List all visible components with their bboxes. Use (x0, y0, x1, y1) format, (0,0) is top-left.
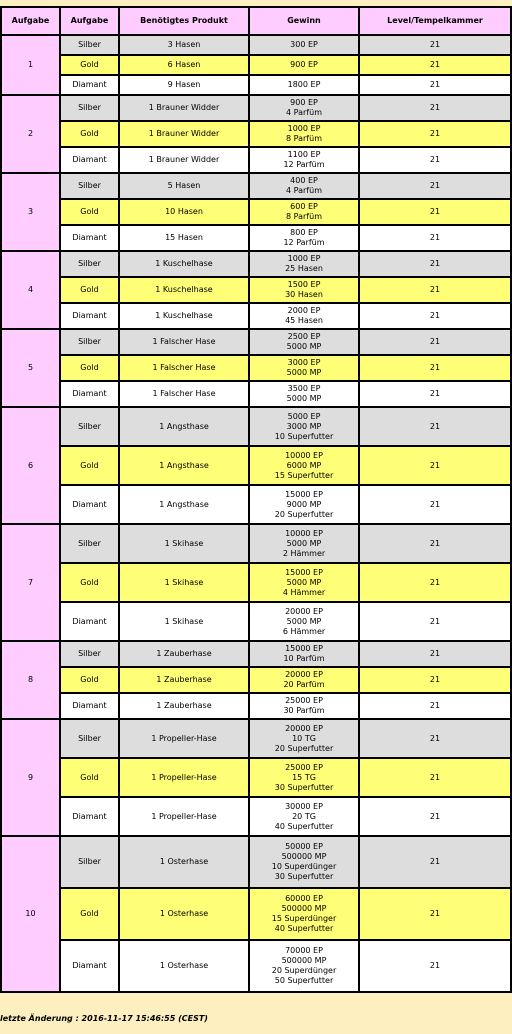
table-row (1, 381, 511, 407)
reward-line: 20000 EP (285, 606, 323, 616)
reward-cell (249, 225, 359, 251)
level-cell: 21 (359, 147, 511, 173)
level-cell: 21 (359, 199, 511, 225)
reward-line: 2500 EP (287, 332, 321, 341)
product-cell: 1 Propeller-Hase (119, 719, 249, 758)
reward-cell (249, 329, 359, 355)
table-row (1, 693, 511, 719)
tier-cell: Gold (60, 355, 119, 381)
product-cell: 3 Hasen (119, 35, 249, 55)
reward-line: 5000 MP (286, 342, 322, 351)
reward-cell (249, 667, 359, 693)
table-row (1, 836, 511, 888)
reward-line: 45 Hasen (285, 316, 323, 325)
reward-line: 2000 EP (287, 306, 321, 315)
reward-line: 20000 EP (285, 723, 323, 733)
product-cell: 1 Angsthase (119, 407, 249, 446)
tier-cell: Diamant (60, 225, 119, 251)
tier-cell: Silber (60, 251, 119, 277)
level-cell: 21 (359, 355, 511, 381)
product-cell: 1 Zauberhase (119, 693, 249, 719)
reward-line: 30 Hasen (285, 290, 323, 299)
reward-line: 5000 MP (286, 394, 322, 403)
tier-cell: Silber (60, 407, 119, 446)
reward-line: 5000 MP (286, 616, 322, 626)
reward-cell (249, 719, 359, 758)
product-cell: 6 Hasen (119, 55, 249, 75)
reward-line: 500000 MP (281, 852, 327, 861)
reward-cell (249, 940, 359, 992)
level-cell: 21 (359, 251, 511, 277)
reward-line: 5000 MP (286, 368, 322, 377)
task-number: 2 (1, 95, 60, 173)
level-cell: 21 (359, 121, 511, 147)
reward-line: 400 EP (290, 176, 318, 185)
header-reward: Gewinn (249, 7, 359, 35)
table-row (1, 277, 511, 303)
reward-line: 20 Parfüm (283, 680, 325, 689)
product-cell: 1 Angsthase (119, 485, 249, 524)
tier-cell: Silber (60, 836, 119, 888)
product-cell: 1 Falscher Hase (119, 355, 249, 381)
reward-line: 4 Hämmer (282, 587, 326, 597)
reward-cell (249, 381, 359, 407)
reward-line: 1500 EP (287, 280, 321, 289)
table-row (1, 758, 511, 797)
level-cell: 21 (359, 329, 511, 355)
product-cell: 5 Hasen (119, 173, 249, 199)
level-cell: 21 (359, 888, 511, 940)
table-row (1, 55, 511, 75)
level-cell: 21 (359, 693, 511, 719)
reward-line: 20000 EP (285, 670, 323, 679)
product-cell: 1 Zauberhase (119, 667, 249, 693)
reward-line: 10 TG (292, 733, 316, 743)
tier-cell: Diamant (60, 303, 119, 329)
task-number: 3 (1, 173, 60, 251)
reward-cell (249, 485, 359, 524)
tier-cell: Gold (60, 199, 119, 225)
reward-line: 800 EP (290, 228, 318, 237)
product-cell: 1 Osterhase (119, 888, 249, 940)
level-cell: 21 (359, 173, 511, 199)
level-cell: 21 (359, 303, 511, 329)
table-row (1, 147, 511, 173)
task-number: 5 (1, 329, 60, 407)
reward-cell (249, 173, 359, 199)
tier-cell: Diamant (60, 797, 119, 836)
reward-line: 4 Parfüm (286, 186, 322, 195)
last-modified: letzte Änderung : 2016-11-17 15:46:55 (CEST) (0, 1014, 208, 1023)
reward-line: 40 Superfutter (274, 821, 334, 831)
reward-line: 12 Parfüm (283, 238, 325, 247)
reward-line: 30 Parfüm (283, 706, 325, 715)
table-row (1, 719, 511, 758)
reward-line: 6 Hämmer (282, 626, 326, 636)
tier-cell: Gold (60, 55, 119, 75)
product-cell: 1 Osterhase (119, 836, 249, 888)
tier-cell: Silber (60, 95, 119, 121)
product-cell: 1 Propeller-Hase (119, 797, 249, 836)
table-row (1, 121, 511, 147)
tier-cell: Diamant (60, 147, 119, 173)
reward-line: 50 Superfutter (274, 976, 334, 985)
reward-line: 500000 MP (281, 904, 327, 913)
reward-cell (249, 407, 359, 446)
level-cell: 21 (359, 407, 511, 446)
reward-line: 15000 EP (285, 489, 323, 499)
product-cell: 1 Angsthase (119, 446, 249, 485)
reward-cell (249, 836, 359, 888)
reward-line: 60000 EP (285, 894, 323, 903)
level-cell: 21 (359, 277, 511, 303)
level-cell: 21 (359, 381, 511, 407)
reward-cell (249, 524, 359, 563)
table-header-row (1, 7, 511, 35)
reward-cell (249, 75, 359, 95)
reward-line: 25000 EP (285, 696, 323, 705)
table-row (1, 602, 511, 641)
level-cell: 21 (359, 524, 511, 563)
reward-line: 10000 EP (285, 450, 323, 460)
reward-line: 15 TG (292, 772, 316, 782)
header-level: Level/Tempelkammer (359, 7, 511, 35)
reward-cell (249, 355, 359, 381)
level-cell: 21 (359, 95, 511, 121)
tier-cell: Silber (60, 524, 119, 563)
reward-cell (249, 55, 359, 75)
reward-line: 600 EP (290, 202, 318, 211)
task-number: 8 (1, 641, 60, 719)
reward-line: 15000 EP (285, 644, 323, 653)
table-row (1, 446, 511, 485)
reward-line: 20 Superfutter (274, 743, 334, 753)
reward-line: 1000 EP (287, 124, 321, 133)
product-cell: 1 Osterhase (119, 940, 249, 992)
tier-cell: Gold (60, 277, 119, 303)
reward-cell (249, 602, 359, 641)
task-number: 9 (1, 719, 60, 836)
reward-line: 5000 MP (286, 577, 322, 587)
reward-line: 30 Superfutter (274, 872, 334, 881)
reward-line: 20 TG (292, 811, 316, 821)
level-cell: 21 (359, 940, 511, 992)
reward-cell (249, 95, 359, 121)
table-body (1, 35, 511, 992)
reward-line: 500000 MP (281, 956, 327, 965)
reward-line: 25 Hasen (285, 264, 323, 273)
table-row (1, 667, 511, 693)
level-cell: 21 (359, 563, 511, 602)
reward-cell (249, 446, 359, 485)
reward-line: 900 EP (290, 98, 318, 107)
level-cell: 21 (359, 602, 511, 641)
reward-line: 10 Parfüm (283, 654, 325, 663)
reward-line: 20 Superdünger (271, 966, 337, 975)
product-cell: 1 Skihase (119, 563, 249, 602)
tier-cell: Silber (60, 35, 119, 55)
reward-line: 10 Superdünger (271, 862, 337, 871)
product-cell: 1 Brauner Widder (119, 147, 249, 173)
reward-line: 70000 EP (285, 946, 323, 955)
product-cell: 10 Hasen (119, 199, 249, 225)
reward-line: 8 Parfüm (286, 134, 322, 143)
level-cell: 21 (359, 719, 511, 758)
reward-line: 3000 MP (286, 421, 322, 431)
table-row (1, 485, 511, 524)
table-row (1, 641, 511, 667)
reward-cell (249, 121, 359, 147)
level-cell: 21 (359, 55, 511, 75)
table-row (1, 524, 511, 563)
tier-cell: Silber (60, 329, 119, 355)
tier-cell: Diamant (60, 75, 119, 95)
tier-cell: Diamant (60, 940, 119, 992)
product-cell: 1 Skihase (119, 524, 249, 563)
table-row (1, 329, 511, 355)
product-cell: 9 Hasen (119, 75, 249, 95)
reward-line: 900 EP (290, 60, 318, 69)
reward-line: 10 Superfutter (274, 431, 334, 441)
task-number: 7 (1, 524, 60, 641)
level-cell: 21 (359, 797, 511, 836)
product-cell: 1 Kuschelhase (119, 303, 249, 329)
product-cell: 1 Brauner Widder (119, 121, 249, 147)
table-row (1, 797, 511, 836)
reward-cell (249, 303, 359, 329)
reward-cell (249, 147, 359, 173)
header-aufgabe-tier: Aufgabe (60, 7, 119, 35)
reward-cell (249, 758, 359, 797)
level-cell: 21 (359, 758, 511, 797)
reward-cell (249, 641, 359, 667)
reward-line: 6000 MP (286, 460, 322, 470)
level-cell: 21 (359, 667, 511, 693)
reward-line: 15 Superfutter (274, 470, 334, 480)
product-cell: 15 Hasen (119, 225, 249, 251)
level-cell: 21 (359, 35, 511, 55)
table-row (1, 355, 511, 381)
reward-cell (249, 251, 359, 277)
product-cell: 1 Zauberhase (119, 641, 249, 667)
reward-cell (249, 797, 359, 836)
reward-line: 1000 EP (287, 254, 321, 263)
reward-cell (249, 35, 359, 55)
reward-line: 10000 EP (285, 528, 323, 538)
table-row (1, 303, 511, 329)
reward-cell (249, 563, 359, 602)
product-cell: 1 Brauner Widder (119, 95, 249, 121)
tier-cell: Diamant (60, 602, 119, 641)
reward-line: 8 Parfüm (286, 212, 322, 221)
tier-cell: Gold (60, 758, 119, 797)
tier-cell: Gold (60, 121, 119, 147)
reward-line: 20 Superfutter (274, 509, 334, 519)
reward-line: 25000 EP (285, 762, 323, 772)
product-cell: 1 Falscher Hase (119, 381, 249, 407)
tier-cell: Gold (60, 446, 119, 485)
reward-cell (249, 888, 359, 940)
tier-cell: Gold (60, 888, 119, 940)
tasks-table (0, 6, 512, 993)
reward-line: 30 Superfutter (274, 782, 334, 792)
reward-line: 12 Parfüm (283, 160, 325, 169)
table-row (1, 35, 511, 55)
table-row (1, 95, 511, 121)
product-cell: 1 Propeller-Hase (119, 758, 249, 797)
table-row (1, 888, 511, 940)
level-cell: 21 (359, 836, 511, 888)
header-product: Benötigtes Produkt (119, 7, 249, 35)
product-cell: 1 Falscher Hase (119, 329, 249, 355)
task-number: 4 (1, 251, 60, 329)
reward-line: 2 Hämmer (282, 548, 326, 558)
table-row (1, 407, 511, 446)
tier-cell: Diamant (60, 381, 119, 407)
table-row (1, 225, 511, 251)
reward-line: 1800 EP (287, 80, 321, 89)
task-number: 10 (1, 836, 60, 992)
reward-line: 15 Superdünger (271, 914, 337, 923)
table-row (1, 75, 511, 95)
reward-line: 300 EP (290, 40, 318, 49)
product-cell: 1 Kuschelhase (119, 251, 249, 277)
reward-line: 40 Superfutter (274, 924, 334, 933)
table-row (1, 251, 511, 277)
reward-line: 1100 EP (287, 150, 321, 159)
level-cell: 21 (359, 446, 511, 485)
header-aufgabe: Aufgabe (1, 7, 60, 35)
task-number: 6 (1, 407, 60, 524)
level-cell: 21 (359, 225, 511, 251)
reward-line: 3500 EP (287, 384, 321, 393)
tier-cell: Diamant (60, 485, 119, 524)
reward-line: 3000 EP (287, 358, 321, 367)
reward-line: 5000 MP (286, 538, 322, 548)
table-row (1, 563, 511, 602)
tier-cell: Silber (60, 173, 119, 199)
level-cell: 21 (359, 641, 511, 667)
table-row (1, 173, 511, 199)
level-cell: 21 (359, 75, 511, 95)
reward-line: 30000 EP (285, 801, 323, 811)
reward-line: 50000 EP (285, 842, 323, 851)
table-row (1, 940, 511, 992)
tier-cell: Gold (60, 667, 119, 693)
product-cell: 1 Kuschelhase (119, 277, 249, 303)
table-row (1, 199, 511, 225)
tier-cell: Diamant (60, 693, 119, 719)
reward-line: 15000 EP (285, 567, 323, 577)
reward-cell (249, 693, 359, 719)
reward-line: 4 Parfüm (286, 108, 322, 117)
reward-line: 5000 EP (287, 411, 321, 421)
reward-cell (249, 277, 359, 303)
reward-cell (249, 199, 359, 225)
tier-cell: Gold (60, 563, 119, 602)
tier-cell: Silber (60, 719, 119, 758)
reward-line: 9000 MP (286, 499, 322, 509)
level-cell: 21 (359, 485, 511, 524)
tier-cell: Silber (60, 641, 119, 667)
product-cell: 1 Skihase (119, 602, 249, 641)
task-number: 1 (1, 35, 60, 95)
